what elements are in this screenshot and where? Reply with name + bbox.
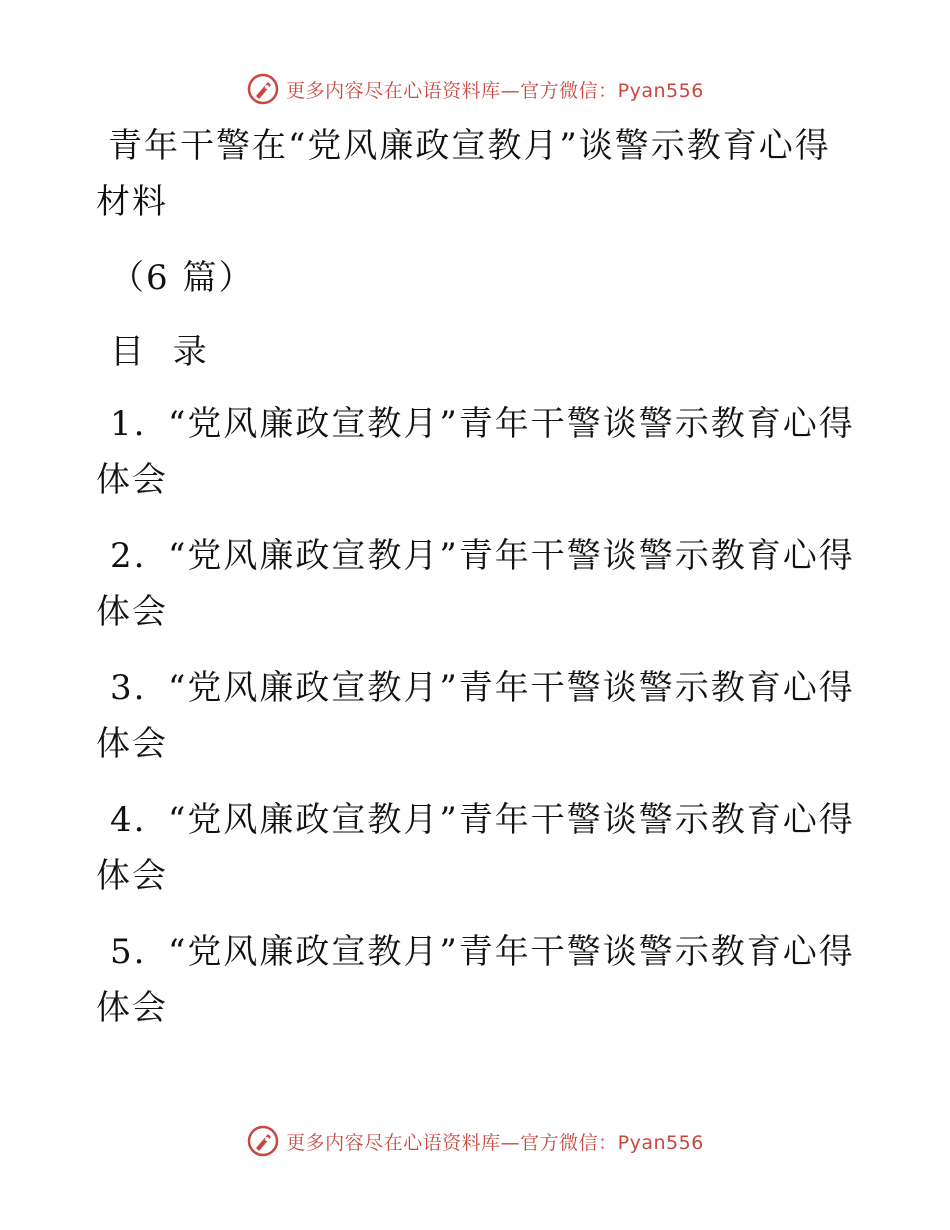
- toc-item-text: “党风廉政宣教月”青年干警谈警示教育心得: [168, 932, 855, 972]
- toc-item-number: 4.: [110, 800, 147, 840]
- title-line-1: 青年干警在“党风廉政宣教月”谈警示教育心得: [108, 126, 831, 166]
- pen-nib-logo-icon: [246, 72, 280, 106]
- toc-item: [96, 528, 856, 640]
- toc-item-number: 1.: [110, 404, 147, 444]
- toc-item-number: 2.: [110, 536, 147, 576]
- footer-watermark: [0, 1124, 950, 1158]
- toc-item-text: “党风廉政宣教月”青年干警谈警示教育心得: [168, 800, 855, 840]
- toc-item: [96, 924, 856, 1036]
- header-watermark: [0, 72, 950, 106]
- pen-nib-logo-icon: [246, 1124, 280, 1158]
- toc-item-text: “党风廉政宣教月”青年干警谈警示教育心得: [168, 668, 855, 708]
- table-of-contents: [96, 396, 856, 1036]
- watermark-text: 更多内容尽在心语资料库—官方微信：Pyan556: [286, 79, 704, 102]
- toc-item-text-continued: 体会: [96, 724, 168, 764]
- watermark-text: 更多内容尽在心语资料库—官方微信：Pyan556: [286, 1131, 704, 1154]
- toc-item: [96, 792, 856, 904]
- toc-item: [96, 396, 856, 508]
- article-count: （6 篇）: [110, 258, 255, 298]
- toc-item-number: 3.: [110, 668, 147, 708]
- toc-heading: 目 录: [110, 332, 209, 372]
- toc-item-text: “党风廉政宣教月”青年干警谈警示教育心得: [168, 404, 855, 444]
- title-line-2: 材料: [96, 182, 168, 222]
- toc-item-text: “党风廉政宣教月”青年干警谈警示教育心得: [168, 536, 855, 576]
- toc-item-text-continued: 体会: [96, 988, 168, 1028]
- toc-item-number: 5.: [110, 932, 147, 972]
- toc-item-text-continued: 体会: [96, 592, 168, 632]
- toc-item-text-continued: 体会: [96, 856, 168, 896]
- toc-item-text-continued: 体会: [96, 460, 168, 500]
- toc-item: [96, 660, 856, 772]
- document-title: [96, 118, 856, 230]
- document-body: [96, 118, 856, 1056]
